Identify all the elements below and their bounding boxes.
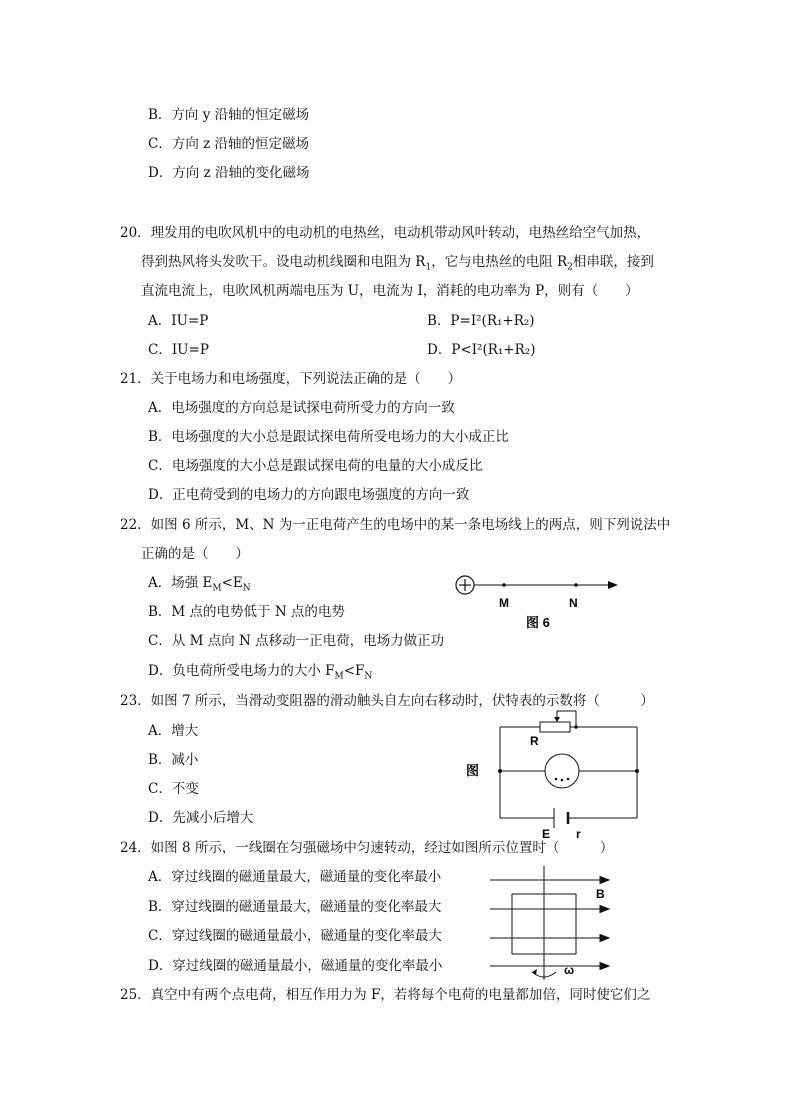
rheostat-resistor [540,722,570,732]
point-n [574,583,578,587]
q21-option-c: C．电场强度的大小总是跟试探电荷的电量的大小成反比 [148,458,483,474]
q22-stem-line1: 22．如图 6 所示，M、N 为一正电荷产生的电场中的某一条电场线上的两点，则下列说法中 [120,517,671,533]
q20-option-b: B．P=I²(R₁+R₂) [427,313,535,329]
q23-stem: 23．如图 7 所示，当滑动变阻器的滑动触头自左向右移动时，伏特表的示数将（ ） [120,693,654,709]
q23-option-d: D．先减小后增大 [148,810,254,826]
q19-option-d: D．方向 z 沿轴的变化磁场 [148,165,310,181]
positive-charge-icon [456,576,474,594]
point-m [502,583,506,587]
q20-option-d: D．P<I²(R₁+R₂) [427,342,536,358]
q24-option-b: B．穿过线圈的磁通量最大，磁通量的变化率最大 [148,899,442,915]
q22-option-a: A．场强 $E_M<E_N$ [148,575,251,594]
q20-stem-line2: 得到热风将头发吹干。设电动机线圈和电阻为 $R_1$，它与电热丝的电阻 $R_2$相串联，接到 [141,254,654,273]
q22-option-c: C．从 M 点向 N 点移动一正电荷，电场力做正功 [148,633,445,649]
q22-stem-line2: 正确的是（ ） [141,546,249,562]
q21-option-a: A．电场强度的方向总是试探电荷所受力的方向一致 [148,400,455,416]
q23-option-c: C．不变 [148,781,199,797]
q24-option-c: C．穿过线圈的磁通量最小，磁通量的变化率最大 [148,928,442,944]
q23-option-a: A．增大 [148,723,199,739]
q19-option-c: C．方向 z 沿轴的恒定磁场 [148,136,310,152]
q20-option-a: A．IU=P [148,313,209,329]
q19-option-b: B．方向 y 沿轴的恒定磁场 [148,107,310,123]
q24-option-d: D．穿过线圈的磁通量最小，磁通量的变化率最小 [148,958,443,974]
figure-8-coil [488,866,614,982]
figure-6 [450,572,630,634]
q22-option-d: D．负电荷所受电场力的大小 $F_M<F_N$ [148,663,373,682]
q22-option-b: B．M 点的电势低于 N 点的电势 [148,604,345,620]
q20-stem-line3: 直流电流上，电吹风机两端电压为 U，电流为 I，消耗的电功率为 P，则有（ ） [141,283,639,299]
figure-7-caption: 图 [466,763,480,778]
q21-option-d: D．正电荷受到的电场力的方向跟电场强度的方向一致 [148,487,470,503]
label-r: R [530,734,539,748]
q20-option-c: C．IU=P [148,342,209,358]
field-line-arrowhead [608,581,618,589]
battery-icon [554,808,568,828]
q25-stem: 25．真空中有两个点电荷，相互作用力为 F，若将每个电荷的电量都加倍，同时使它们之 [120,987,651,1003]
voltmeter-icon [545,754,579,788]
q21-stem: 21．关于电场力和电场强度，下列说法正确的是（ ） [120,371,462,387]
q24-stem: 24．如图 8 所示，一线圈在匀强磁场中匀速转动，经过如图所示位置时（ ） [120,840,614,856]
label-e: E [542,827,551,841]
q24-option-a: A．穿过线圈的磁通量最大，磁通量的变化率最小 [148,869,442,885]
label-omega: ω [564,963,575,977]
label-n: N [569,596,578,610]
label-b: B [596,887,605,901]
figure-7-circuit [462,710,652,840]
label-m: M [499,596,509,610]
figure-6-caption: 图 6 [526,615,550,630]
q21-option-b: B．电场强度的大小总是跟试探电荷所受电场力的大小成正比 [148,429,509,445]
q23-option-b: B．减小 [148,752,199,768]
q20-stem-line1: 20．理发用的电吹风机中的电动机的电热丝，电动机带动风叶转动，电热丝给空气加热， [120,225,651,241]
label-r-internal: r [576,827,581,841]
